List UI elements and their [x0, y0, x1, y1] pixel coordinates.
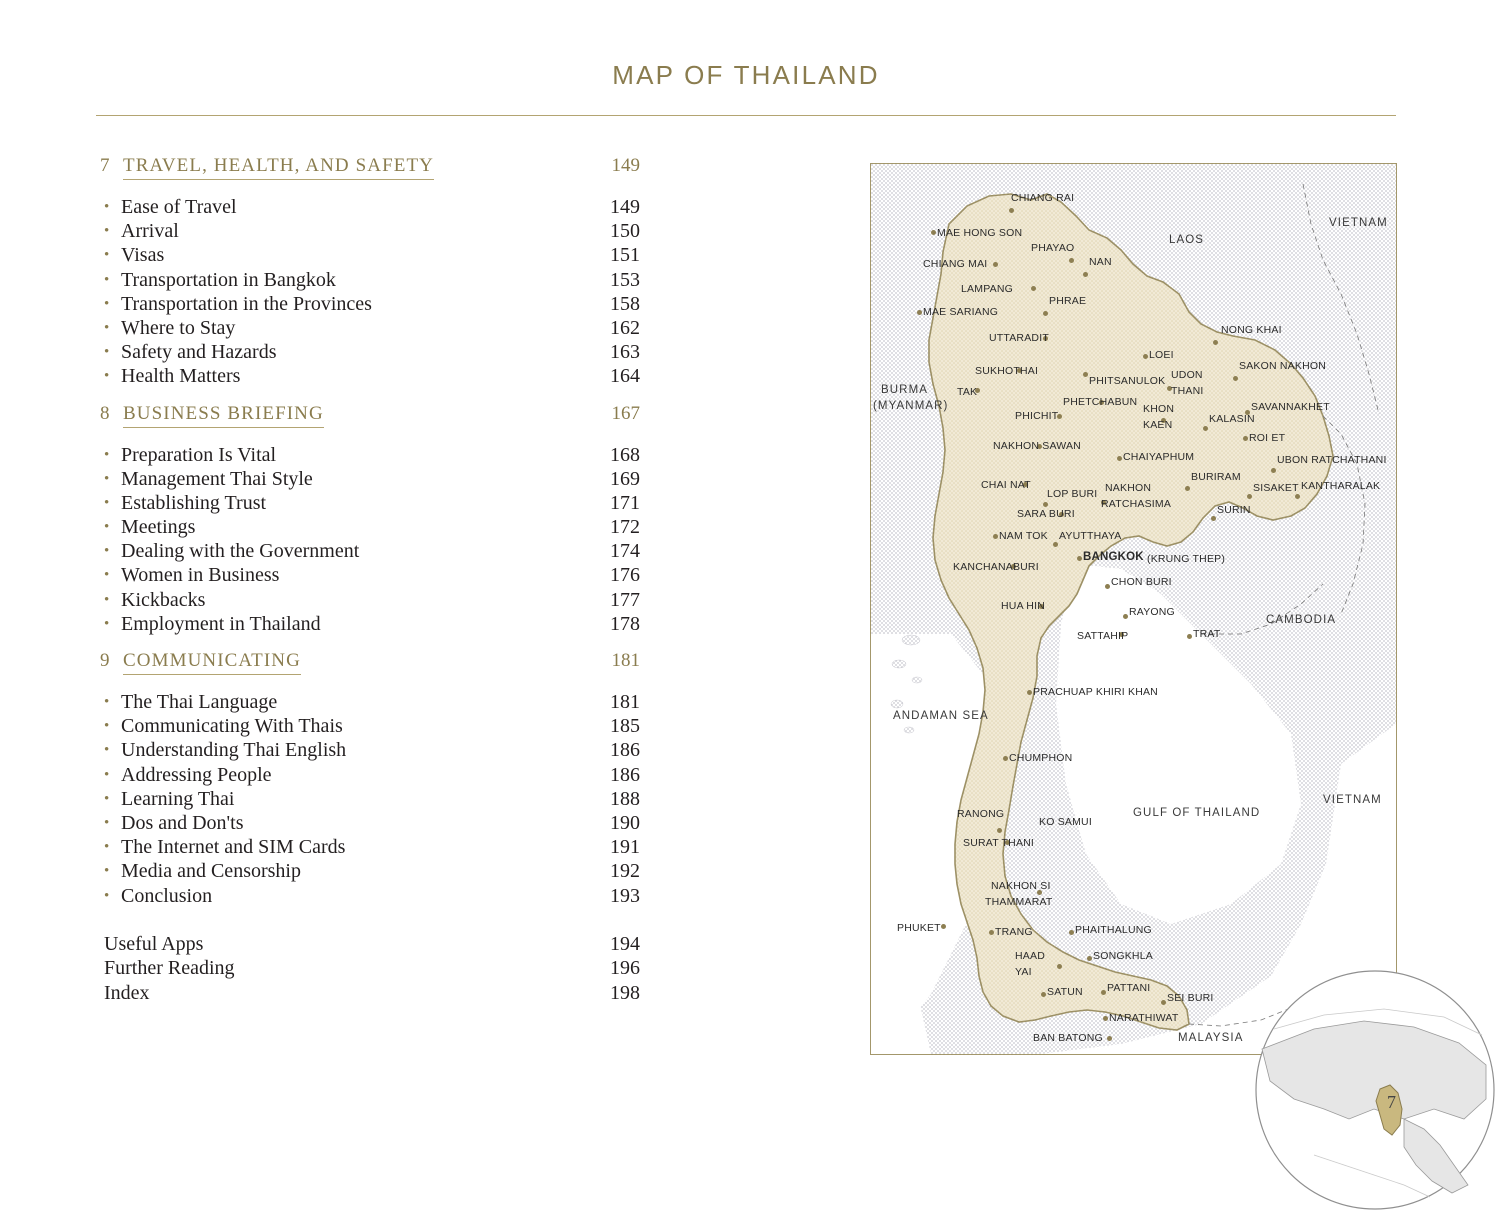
bullet-icon: •	[104, 591, 110, 608]
city-dot	[1185, 486, 1190, 491]
city-dot	[1053, 542, 1058, 547]
map-city-label: SATUN	[1047, 986, 1083, 998]
bullet-icon: •	[104, 446, 110, 463]
city-dot	[1087, 956, 1092, 961]
entry-title: The Internet and SIM Cards	[121, 836, 346, 859]
bullet-icon: •	[104, 615, 110, 632]
map-city-label: SUKHOTHAI	[975, 365, 1039, 377]
city-dot	[1043, 311, 1048, 316]
entry-title: Kickbacks	[121, 588, 206, 611]
entry-title: Communicating With Thais	[121, 715, 343, 738]
map-sea-label: GULF OF THAILAND	[1133, 807, 1261, 819]
city-dot	[1213, 340, 1218, 345]
city-dot	[1069, 258, 1074, 263]
map-city-label: PHRAE	[1049, 295, 1087, 307]
bullet-icon: •	[104, 790, 110, 807]
city-dot	[993, 534, 998, 539]
map-city-label: LOP BURI	[1047, 488, 1098, 500]
section-page: 167	[611, 402, 640, 424]
city-dot	[1187, 634, 1192, 639]
map-city-label: CHAIYAPHUM	[1123, 451, 1195, 463]
map-city-label: LOEI	[1149, 349, 1174, 361]
list-item[interactable]	[100, 859, 640, 883]
map-country-label: VIETNAM	[1323, 794, 1382, 806]
map-city-label: PHITSANULOK	[1089, 375, 1166, 387]
map-city-label: NAKHON	[1105, 482, 1152, 494]
map-city-label: HUA HIN	[1001, 600, 1045, 612]
list-item[interactable]	[100, 243, 640, 267]
map-city-label: KHON	[1143, 403, 1175, 415]
bullet-icon: •	[104, 766, 110, 783]
list-item[interactable]	[100, 763, 640, 787]
bullet-icon: •	[104, 814, 110, 831]
list-item[interactable]	[100, 443, 640, 467]
entry-title: Further Reading	[104, 957, 235, 980]
entry-page: 190	[610, 811, 640, 834]
map-city-label: UBON RATCHATHANI	[1277, 454, 1387, 466]
city-dot	[1161, 1000, 1166, 1005]
bullet-icon: •	[104, 694, 110, 710]
map-city-label: PHICHIT	[1015, 410, 1059, 422]
city-dot	[1077, 556, 1082, 561]
bullet-icon: •	[104, 223, 110, 240]
list-item[interactable]	[100, 588, 640, 612]
entry-page: 168	[610, 443, 640, 466]
entry-title: The Thai Language	[121, 691, 278, 713]
entry-page: 158	[610, 292, 640, 315]
city-dot	[1143, 354, 1148, 359]
city-dot	[997, 828, 1002, 833]
list-item[interactable]	[100, 467, 640, 491]
city-dot	[917, 310, 922, 315]
entry-title: Transportation in Bangkok	[121, 268, 336, 291]
map-city-label: SURAT THANI	[963, 837, 1035, 849]
list-item[interactable]	[100, 835, 640, 859]
city-dot	[1027, 690, 1032, 695]
entry-page: 191	[610, 836, 640, 859]
map-country-label: VIETNAM	[1329, 217, 1388, 229]
locator-globe-inset	[1254, 969, 1497, 1212]
toc-entry-list	[100, 690, 640, 908]
list-item[interactable]	[100, 932, 640, 957]
map-city-label: SATTAHIP	[1077, 630, 1129, 642]
map-city-label: KO SAMUI	[1039, 816, 1092, 828]
map-city-label: MAE HONG SON	[937, 227, 1023, 239]
entry-page: 149	[610, 196, 640, 218]
map-city-label: THAMMARAT	[985, 896, 1053, 908]
entry-page: 178	[610, 612, 640, 635]
section-title: BUSINESS BRIEFING	[123, 403, 324, 428]
map-capital-label: BANGKOK	[1083, 551, 1144, 563]
city-dot	[989, 930, 994, 935]
list-item[interactable]	[100, 956, 640, 981]
entry-page: 188	[610, 787, 640, 810]
toc-section-header[interactable]	[100, 403, 640, 433]
list-item[interactable]	[100, 364, 640, 388]
map-city-label: YAI	[1015, 966, 1032, 978]
entry-title: Ease of Travel	[121, 196, 237, 218]
entry-title: Dos and Don'ts	[121, 811, 244, 834]
map-city-label: CHAI NAT	[981, 479, 1031, 491]
entry-title: Preparation Is Vital	[121, 443, 277, 466]
map-city-label: PHAYAO	[1031, 242, 1075, 254]
entry-page: 169	[610, 467, 640, 490]
list-item[interactable]	[100, 219, 640, 243]
map-country-label: LAOS	[1169, 234, 1205, 246]
map-city-label: CHIANG RAI	[1011, 192, 1075, 204]
bullet-icon: •	[104, 199, 110, 215]
entry-title: Index	[104, 981, 150, 1004]
entry-page: 198	[610, 981, 640, 1004]
toc-section	[100, 650, 640, 908]
entry-title: Conclusion	[121, 884, 213, 907]
list-item[interactable]	[100, 268, 640, 292]
map-city-label: PHAITHALUNG	[1075, 924, 1152, 936]
bullet-icon: •	[104, 494, 110, 511]
section-title: TRAVEL, HEALTH, AND SAFETY	[123, 155, 434, 180]
map-city-label: PHETCHABUN	[1063, 396, 1138, 408]
city-dot	[1105, 584, 1110, 589]
entry-title: Transportation in the Provinces	[121, 292, 372, 315]
thailand-map	[870, 163, 1397, 1055]
map-city-label: KANCHANABURI	[953, 561, 1039, 573]
entry-page: 151	[610, 244, 640, 267]
map-city-label: SAVANNAKHET	[1251, 401, 1330, 413]
toc-entry-list	[100, 195, 640, 389]
list-item[interactable]	[100, 884, 640, 908]
section-number: 8	[100, 402, 110, 424]
entry-title: Establishing Trust	[121, 491, 267, 514]
entry-page: 171	[610, 491, 640, 514]
list-item[interactable]	[100, 292, 640, 316]
toc-section-header[interactable]	[100, 155, 640, 185]
bullet-icon: •	[104, 863, 110, 880]
bullet-icon: •	[104, 344, 110, 361]
map-city-label: KANTHARALAK	[1301, 480, 1381, 492]
toc-section	[100, 403, 640, 637]
entry-page: 164	[610, 365, 640, 388]
city-dot	[1083, 372, 1088, 377]
map-capital-alt-label: (KRUNG THEP)	[1147, 553, 1226, 565]
map-city-label: PATTANI	[1107, 982, 1151, 994]
list-item[interactable]	[100, 811, 640, 835]
list-item[interactable]	[100, 738, 640, 762]
entry-page: 150	[610, 220, 640, 243]
city-dot	[993, 262, 998, 267]
map-city-label: PHUKET	[897, 922, 941, 934]
city-dot	[1041, 992, 1046, 997]
entry-title: Where to Stay	[121, 316, 236, 339]
bullet-icon: •	[104, 519, 110, 536]
city-dot	[1211, 516, 1216, 521]
map-city-label: LAMPANG	[961, 283, 1013, 295]
list-item[interactable]	[100, 340, 640, 364]
map-city-label: BAN BATONG	[1033, 1032, 1103, 1044]
map-city-label: RAYONG	[1129, 606, 1175, 618]
map-country-label: BURMA	[881, 384, 929, 396]
city-dot	[1003, 756, 1008, 761]
map-city-label: UTTARADIT	[989, 332, 1049, 344]
map-city-label: NAKHON SI	[991, 880, 1051, 892]
map-city-label: KAEN	[1143, 419, 1173, 431]
map-sea-label: ANDAMAN SEA	[893, 710, 989, 722]
city-dot	[1247, 494, 1252, 499]
city-dot	[1009, 208, 1014, 213]
entry-page: 162	[610, 316, 640, 339]
entry-page: 193	[610, 884, 640, 907]
entry-page: 194	[610, 932, 640, 955]
map-country-label: (MYANMAR)	[873, 400, 949, 412]
map-city-label: SEI BURI	[1167, 992, 1214, 1004]
section-page: 149	[611, 155, 640, 176]
list-item[interactable]	[100, 563, 640, 587]
city-dot	[1203, 426, 1208, 431]
list-item[interactable]	[100, 539, 640, 563]
section-page: 181	[611, 650, 640, 671]
list-item[interactable]	[100, 612, 640, 636]
bullet-icon: •	[104, 295, 110, 312]
map-city-label: AYUTTHAYA	[1059, 530, 1122, 542]
folio-page-number: 7	[1387, 1092, 1396, 1112]
section-number: 9	[100, 650, 110, 671]
city-dot	[1083, 272, 1088, 277]
section-number: 7	[100, 155, 110, 176]
bullet-icon: •	[104, 271, 110, 288]
city-dot	[1103, 1016, 1108, 1021]
city-dot	[931, 230, 936, 235]
city-dot	[1117, 456, 1122, 461]
list-item[interactable]	[100, 316, 640, 340]
map-city-label: HAAD	[1015, 950, 1045, 962]
map-city-label: SISAKET	[1253, 482, 1299, 494]
bullet-icon: •	[104, 887, 110, 904]
map-city-label: TRAT	[1193, 628, 1221, 640]
toc-entry-list	[100, 443, 640, 637]
city-dot	[1057, 964, 1062, 969]
list-item[interactable]	[100, 195, 640, 219]
map-city-label: MAE SARIANG	[923, 306, 999, 318]
bullet-icon: •	[104, 839, 110, 856]
back-matter-list	[100, 932, 640, 1006]
header-divider	[96, 115, 1396, 116]
city-dot	[1271, 468, 1276, 473]
entry-page: 176	[610, 564, 640, 587]
toc-section-header[interactable]	[100, 650, 640, 680]
entry-title: Dealing with the Government	[121, 540, 360, 563]
map-city-label: TRANG	[995, 926, 1033, 938]
city-dot	[1233, 376, 1238, 381]
map-city-label: NAKHON SAWAN	[993, 440, 1081, 452]
map-city-label: SONGKHLA	[1093, 950, 1153, 962]
entry-page: 177	[610, 588, 640, 611]
city-dot	[1107, 1036, 1112, 1041]
entry-title: Women in Business	[121, 564, 280, 587]
city-dot	[1031, 286, 1036, 291]
bullet-icon: •	[104, 567, 110, 584]
city-dot	[1043, 502, 1048, 507]
page-title: MAP OF THAILAND	[612, 60, 880, 90]
entry-title: Management Thai Style	[121, 467, 313, 490]
bullet-icon: •	[104, 470, 110, 487]
bullet-icon: •	[104, 718, 110, 735]
entry-page: 185	[610, 715, 640, 738]
entry-title: Media and Censorship	[121, 860, 301, 883]
map-city-label: TAK	[957, 386, 978, 398]
city-dot	[1243, 436, 1248, 441]
page-header	[96, 60, 1396, 116]
map-city-label: RATCHASIMA	[1101, 498, 1172, 510]
entry-title: Learning Thai	[121, 787, 235, 810]
city-dot	[1101, 990, 1106, 995]
list-item[interactable]	[100, 787, 640, 811]
map-city-label: KALASIN	[1209, 413, 1255, 425]
entry-title: Employment in Thailand	[121, 612, 321, 635]
bullet-icon: •	[104, 319, 110, 336]
entry-page: 172	[610, 516, 640, 539]
entry-page: 196	[610, 957, 640, 980]
entry-title: Addressing People	[121, 763, 272, 786]
entry-page: 163	[610, 341, 640, 364]
city-dot	[1069, 930, 1074, 935]
table-of-contents	[100, 155, 640, 1005]
map-city-label: RANONG	[957, 808, 1005, 820]
map-city-label: NONG KHAI	[1221, 324, 1282, 336]
entry-title: Understanding Thai English	[121, 739, 347, 762]
map-city-label: NARATHIWAT	[1109, 1012, 1179, 1024]
entry-title: Visas	[121, 244, 165, 267]
entry-title: Arrival	[121, 220, 179, 243]
entry-page: 153	[610, 268, 640, 291]
entry-title: Health Matters	[121, 365, 241, 388]
toc-section	[100, 155, 640, 389]
list-item[interactable]	[100, 981, 640, 1006]
city-dot	[1295, 494, 1300, 499]
city-dot	[1123, 614, 1128, 619]
bullet-icon: •	[104, 247, 110, 264]
entry-page: 181	[610, 691, 640, 713]
entry-title: Meetings	[121, 516, 196, 539]
bullet-icon: •	[104, 543, 110, 560]
map-city-label: NAN	[1089, 256, 1112, 268]
map-city-label: BURIRAM	[1191, 471, 1241, 483]
entry-page: 174	[610, 540, 640, 563]
entry-page: 186	[610, 739, 640, 762]
list-item[interactable]	[100, 515, 640, 539]
map-city-label: SAKON NAKHON	[1239, 360, 1326, 372]
bullet-icon: •	[104, 742, 110, 759]
city-dot	[941, 924, 946, 929]
map-city-label: CHON BURI	[1111, 576, 1172, 588]
entry-title: Safety and Hazards	[121, 341, 277, 364]
section-title: COMMUNICATING	[123, 650, 301, 675]
map-city-label: SURIN	[1217, 504, 1251, 516]
map-city-label: SARA BURI	[1017, 508, 1075, 520]
map-city-label: CHIANG MAI	[923, 258, 988, 270]
map-city-label: NAM TOK	[999, 530, 1048, 542]
map-country-label: CAMBODIA	[1266, 614, 1337, 626]
list-item[interactable]	[100, 690, 640, 714]
map-city-label: PRACHUAP KHIRI KHAN	[1033, 686, 1158, 698]
map-city-label: THANI	[1171, 385, 1204, 397]
list-item[interactable]	[100, 714, 640, 738]
map-city-label: ROI ET	[1249, 432, 1286, 444]
map-city-label: CHUMPHON	[1009, 752, 1073, 764]
map-country-label: MALAYSIA	[1178, 1032, 1244, 1044]
bullet-icon: •	[104, 368, 110, 385]
entry-title: Useful Apps	[104, 932, 204, 955]
entry-page: 186	[610, 763, 640, 786]
list-item[interactable]	[100, 491, 640, 515]
entry-page: 192	[610, 860, 640, 883]
map-city-label: UDON	[1171, 369, 1203, 381]
